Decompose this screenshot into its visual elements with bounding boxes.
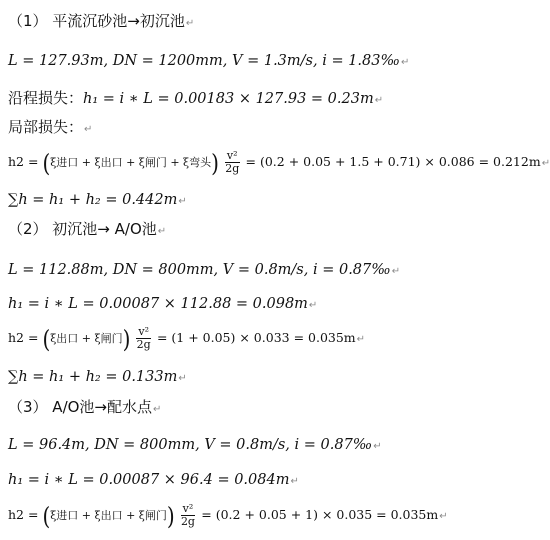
return-mark: ↵ (290, 476, 299, 487)
v2-over-2g-fraction (136, 326, 151, 351)
h2-right: = (1 + 0.05) × 0.033 = 0.035m (156, 330, 356, 345)
h1-text: h₁ = i ∗ L = 0.00087 × 96.4 = 0.084m (8, 472, 290, 488)
section-2-params (8, 263, 400, 278)
return-mark: ↵ (178, 196, 187, 207)
return-mark: ↵ (400, 57, 410, 68)
v2-over-2g-fraction (181, 503, 196, 528)
v2-over-2g-fraction (225, 150, 240, 175)
section-2-heading (8, 222, 166, 237)
h2-terms: ξ进口 + ξ出口 + ξ闸门 + ξ弯头 (50, 156, 212, 169)
paren-open: ( (42, 148, 51, 177)
section-3-heading (8, 400, 161, 415)
return-mark: ↵ (153, 404, 162, 415)
frac-den: 2g (136, 338, 151, 351)
return-mark: ↵ (84, 124, 93, 135)
frac-den: 2g (180, 515, 195, 528)
section-1-h1 (8, 90, 383, 107)
local-label: 局部损失： (8, 118, 84, 136)
h1-text: h₁ = i ∗ L = 0.00183 × 127.93 = 0.23m (83, 91, 374, 107)
section-1-params (8, 54, 409, 69)
h2-left: h2 = (8, 154, 39, 169)
heading-text: （2） 初沉池→ A/O池 (8, 220, 157, 238)
paren-open: ( (42, 501, 51, 530)
section-1-heading (8, 14, 194, 29)
return-mark: ↵ (541, 158, 550, 169)
return-mark: ↵ (374, 95, 384, 106)
section-1-h2 (8, 150, 550, 175)
return-mark: ↵ (391, 266, 401, 277)
heading-text: （3） A/O池→配水点 (8, 398, 153, 416)
h1-text: h₁ = i ∗ L = 0.00087 × 112.88 = 0.098m (8, 296, 308, 312)
section-1-local-label (8, 120, 92, 135)
section-2-h1 (8, 297, 317, 312)
section-2-sum (8, 370, 187, 385)
frac-num: v² (182, 502, 194, 515)
h2-terms: ξ出口 + ξ闸门 (50, 332, 123, 345)
section-3-h2 (8, 503, 448, 528)
frac-num: v² (138, 325, 149, 338)
params-text: L = 127.93m, DN = 1200mm, V = 1.3m/s, i = 1.83‰ (8, 53, 400, 69)
h2-left: h2 = (8, 507, 39, 522)
return-mark: ↵ (185, 18, 195, 29)
sum-text: ∑h = h₁ + h₂ = 0.442m (8, 192, 178, 208)
h2-right: = (0.2 + 0.05 + 1) × 0.035 = 0.035m (201, 507, 439, 522)
return-mark: ↵ (356, 334, 366, 345)
paren-close: ) (122, 324, 131, 353)
paren-close: ) (211, 148, 219, 177)
return-mark: ↵ (308, 300, 318, 311)
paren-close: ) (166, 501, 175, 530)
return-mark: ↵ (157, 226, 167, 237)
section-3-params (8, 438, 382, 453)
sum-text: ∑h = h₁ + h₂ = 0.133m (8, 369, 178, 385)
return-mark: ↵ (178, 373, 187, 384)
loss-label: 沿程损失： (8, 89, 84, 107)
frac-den: 2g (225, 162, 240, 175)
frac-num: v² (226, 149, 238, 162)
h2-terms: ξ进口 + ξ出口 + ξ闸门 (50, 509, 167, 522)
section-3-h1 (8, 473, 299, 488)
params-text: L = 96.4m, DN = 800mm, V = 0.8m/s, i = 0.87‰ (8, 437, 373, 453)
return-mark: ↵ (439, 511, 448, 522)
section-1-sum (8, 193, 187, 208)
section-2-h2 (8, 326, 365, 351)
h2-right: = (0.2 + 0.05 + 1.5 + 0.71) × 0.086 = 0.212m (245, 154, 541, 169)
paren-open: ( (42, 324, 51, 353)
params-text: L = 112.88m, DN = 800mm, V = 0.8m/s, i = 0.87‰ (8, 262, 391, 278)
heading-text: （1） 平流沉砂池→初沉池 (8, 12, 185, 30)
return-mark: ↵ (373, 441, 382, 452)
h2-left: h2 = (8, 330, 39, 345)
